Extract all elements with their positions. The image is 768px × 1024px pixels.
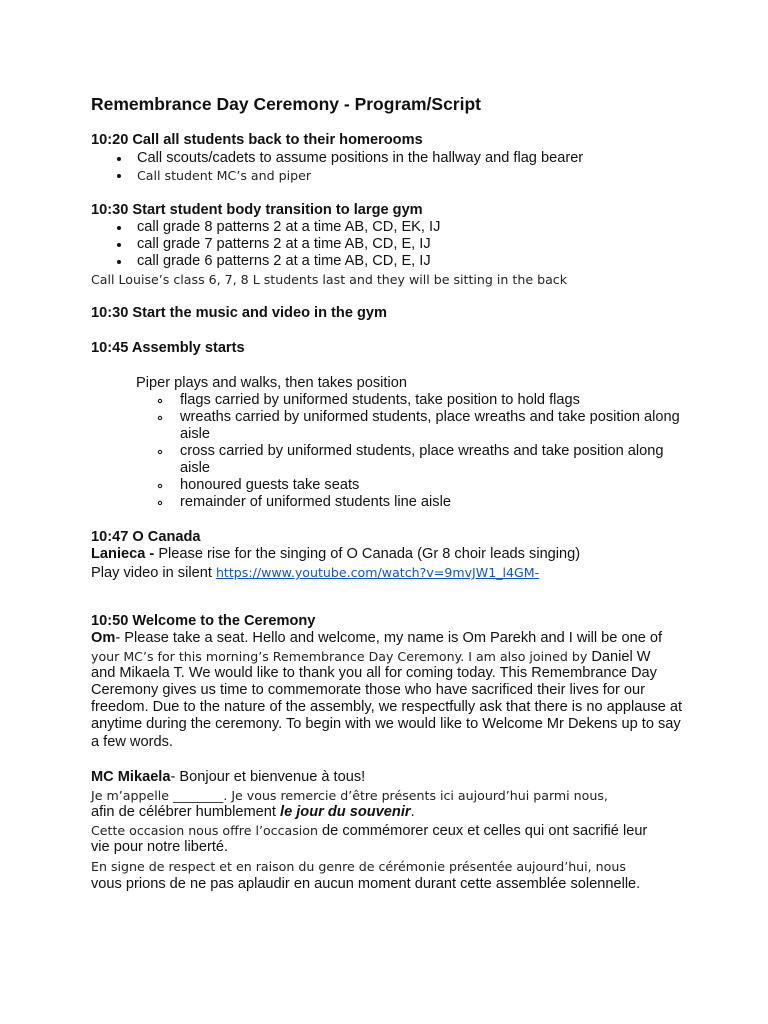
- om-line: freedom. Due to the nature of the assembly, we respectfully ask that there is no applause at: [91, 699, 683, 715]
- video-link[interactable]: https://www.youtube.com/watch?v=9mvJW1_l4GM-: [215, 565, 540, 580]
- section-heading-1030-music: 10:30 Start the music and video in the gym: [91, 305, 388, 321]
- mikaela-line: Je m’appelle ________. Je vous remercie d’être présents ici aujourd’hui parmi nous,: [91, 788, 608, 803]
- sub-item-continuation: aisle: [180, 426, 211, 442]
- document-title: Remembrance Day Ceremony - Program/Script: [91, 94, 481, 114]
- om-line: Om- Please take a seat. Hello and welcome, my name is Om Parekh and I will be one of: [91, 630, 663, 646]
- transition-note: Call Louise’s class 6, 7, 8 L students last and they will be sitting in the back: [91, 272, 567, 287]
- speaker-name: Om: [91, 630, 116, 646]
- mikaela-line: afin de célébrer humblement le jour du souvenir.: [91, 804, 415, 820]
- assembly-intro: Piper plays and walks, then takes position: [136, 375, 407, 391]
- speaker-name: Lanieca -: [91, 546, 155, 562]
- mikaela-line: vous prions de ne pas aplaudir en aucun moment durant cette assemblée solennelle.: [91, 876, 641, 892]
- video-line: Play video in silent https://www.youtube.com/watch?v=9mvJW1_l4GM-: [91, 565, 540, 581]
- om-line: and Mikaela T. We would like to thank you all for coming today. This Remembrance Day: [91, 665, 657, 681]
- sub-item-continuation: aisle: [180, 460, 211, 476]
- section-heading-1045: 10:45 Assembly starts: [91, 340, 245, 356]
- om-line: your MC’s for this morning’s Remembrance Day Ceremony. I am also joined by Daniel W: [91, 649, 651, 665]
- section-heading-1030-transition: 10:30 Start student body transition to large gym: [91, 202, 423, 218]
- mikaela-line: Cette occasion nous offre l’occasion de commémorer ceux et celles qui ont sacrifié leur: [91, 823, 648, 839]
- o-canada-line: Lanieca - Please rise for the singing of O Canada (Gr 8 choir leads singing): [91, 546, 581, 562]
- mikaela-line: En signe de respect et en raison du genre de cérémonie présentée aujourd’hui, nous: [91, 859, 626, 874]
- om-line: Ceremony gives us time to commemorate those who have sacrificed their lives for our: [91, 682, 645, 698]
- document-page: Remembrance Day Ceremony - Program/Script 10:20 Call all students back to their homerooms Call scouts/cadets to assume positions in the hallway and flag bearer Call student MC’s and piper 10:30 Start student body transition to large gym call grade 8 patterns 2 at a time AB, CD, EK, IJ call grade 7 patterns 2 at a time AB, CD, E, IJ call grade 6 patterns 2 at a time AB, CD, E, IJ Call Louise’s class 6, 7, 8 L students last and they will be sitting in the back 10:30 Start the music and video in the gym 10:45 Assembly starts Piper plays and walks, then takes position flags carried by uniformed students, take position to hold flags wreaths carried by uniformed students, place wreaths and take position along aisle cross carried by uniformed students, place wreaths and take position along aisle honoured guests take seats remainder of uniformed students line aisle 10:47 O Canada Lanieca - Please rise for the singing of O Canada (Gr 8 choir leads singing) Play video in silent https://www.youtube.com/watch?v=9mvJW1_l4GM- 10:50 Welcome to the Ceremony Om- Please take a seat. Hello and welcome, my name is Om Parekh and I will be one of your MC’s for this morning’s Remembrance Day Ceremony. I am also joined by Daniel W and Mikaela T. We would like to thank you all for coming today. This Remembrance Day Ceremony gives us time to commemorate those who have sacrificed their lives for our freedom. Due to the nature of the assembly, we respectfully ask that there is no applause at anytime during the ceremony. To begin with we would like to Welcome Mr Dekens up to say a few words. MC Mikaela- Bonjour et bienvenue à tous! Je m’appelle ________. Je vous remercie d’être présents ici aujourd’hui parmi nous, afin de célébrer humblement le jour du souvenir. Cette occasion nous offre l’occasion de commémorer ceux et celles qui ont sacrifié leur vie pour notre liberté. En signe de respect et en raison du genre de cérémonie présentée aujourd’hui, nous vous prions de ne pas aplaudir en aucun moment durant cette assemblée solennelle.: [91, 94, 683, 892]
- emphasis-text: le jour du souvenir: [280, 804, 411, 820]
- mikaela-line: MC Mikaela- Bonjour et bienvenue à tous!: [91, 769, 366, 785]
- section-heading-1047: 10:47 O Canada: [91, 529, 201, 545]
- om-line: a few words.: [91, 734, 173, 750]
- section-heading-1050: 10:50 Welcome to the Ceremony: [91, 613, 316, 629]
- section-heading-1020: 10:20 Call all students back to their homerooms: [91, 132, 423, 148]
- speaker-name: MC Mikaela: [91, 769, 171, 785]
- om-line: anytime during the ceremony. To begin with we would like to Welcome Mr Dekens up to say: [91, 716, 681, 732]
- mikaela-line: vie pour notre liberté.: [91, 839, 229, 855]
